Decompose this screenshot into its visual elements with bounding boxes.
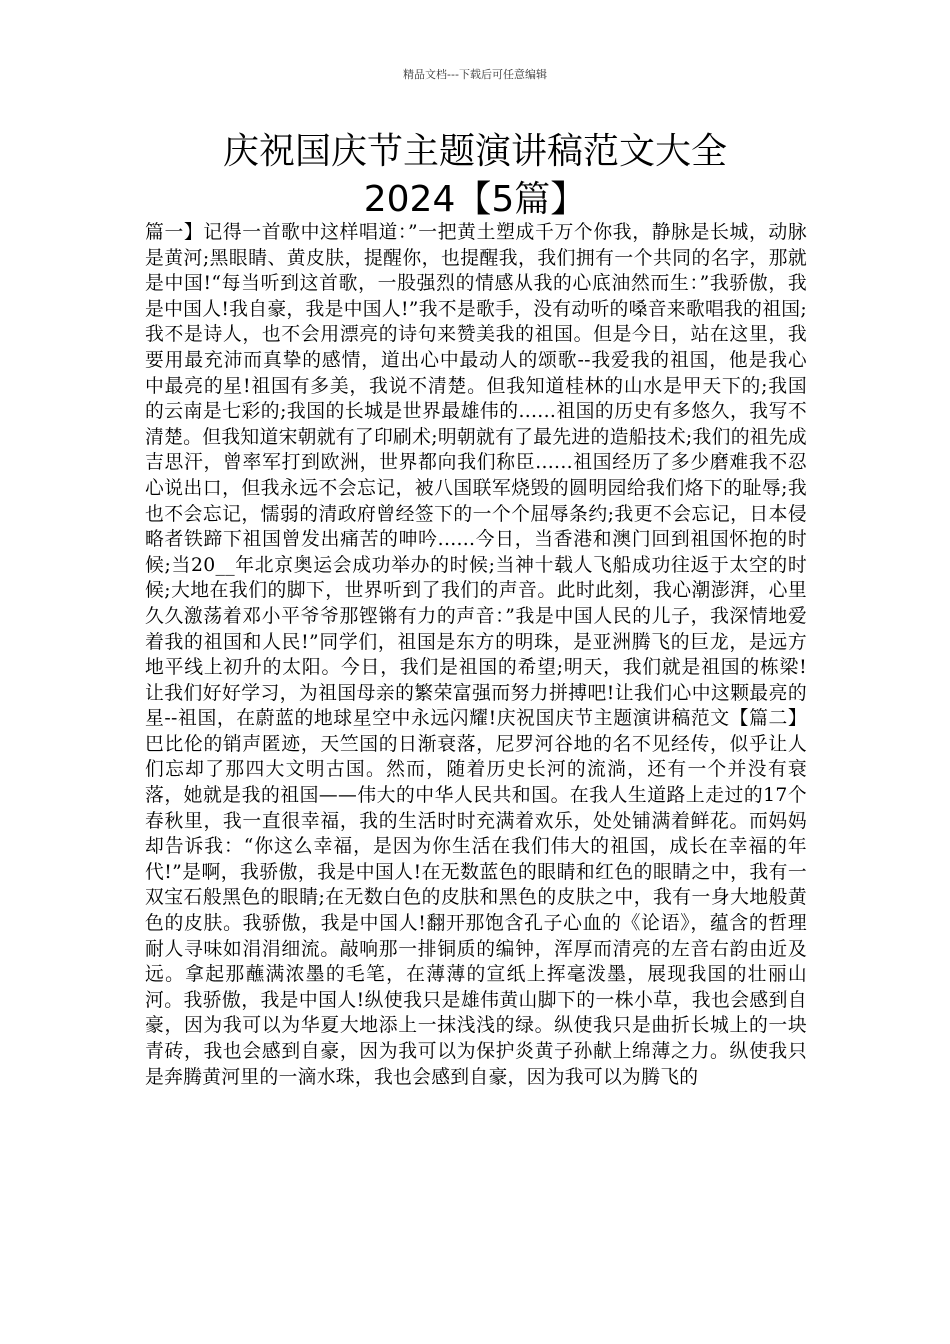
page-header-note: 精品文档---下载后可任意编辑 [403, 68, 547, 81]
document-title [145, 128, 805, 224]
body-paragraph: 篇一】记得一首歌中这样唱道：”一把黄土塑成千万个你我，静脉是长城，动脉是黄河;黑眼睛、黄皮肤，提醒你，也提醒我，我们拥有一个共同的名字，那就是中国!“每当听到这首歌，一股强烈的情感从我的心底油然而生：”我骄傲，我是中国人!我自豪，我是中国人!”我不是歌手，没有动听的嗓音来歌唱我的祖国;我不是诗人，也不会用漂亮的诗句来赞美我的祖国。但是今日，站在这里，我要用最充沛而真挚的感情，道出心中最动人的颂歌--我爱我的祖国，他是我心中最亮的星!祖国有多美，我说不清楚。但我知道桂林的山水是甲天下的;我国的云南是七彩的;我国的长城是世界最雄伟的......祖国的历史有多悠久，我写不清楚。但我知道宋朝就有了印刷术;明朝就有了最先进的造船技术;我们的祖先成吉思汗，曾率军打到欧洲，世界都向我们称臣......祖国经历了多少磨难我不忍心说出口，但我永远不会忘记，被八国联军烧毁的圆明园给我们烙下的耻辱;我也不会忘记，懦弱的清政府曾经签下的一个个屈辱条约;我更不会忘记，日本侵略者铁蹄下祖国曾发出痛苦的呻吟......今日，当香港和澳门回到祖国怀抱的时候;当20__年北京奥运会成功举办的时候;当神十载人飞船成功往返于太空的时候;大地在我们的脚下，世界听到了我们的声音。此时此刻，我心潮澎湃，心里久久激荡着邓小平爷爷那铿锵有力的声音：”我是中国人民的儿子，我深情地爱着我的祖国和人民!”同学们，祖国是东方的明珠，是亚洲腾飞的巨龙，是远方地平线上初升的太阳。今日，我们是祖国的希望;明天，我们就是祖国的栋梁!让我们好好学习，为祖国母亲的繁荣富强而努力拼搏吧!让我们心中这颗最亮的星--祖国，在蔚蓝的地球星空中永远闪耀!庆祝国庆节主题演讲稿范文【篇二】巴比伦的销声匿迹，天竺国的日渐衰落，尼罗河谷地的名不见经传，似乎让人们忘却了那四大文明古国。然而，随着历史长河的流淌，还有一个并没有衰落，她就是我的祖国——伟大的中华人民共和国。在我人生道路上走过的17个春秋里，我一直很幸福，我的生活时时充满着欢乐，处处铺满着鲜花。而妈妈却告诉我：“你这么幸福，是因为你生活在我们伟大的祖国，成长在幸福的年代!”是啊，我骄傲，我是中国人!在无数蓝色的眼睛和红色的眼睛之中，我有一双宝石般黑色的眼睛;在无数白色的皮肤和黑色的皮肤之中，我有一身大地般黄色的皮肤。我骄傲，我是中国人!翻开那饱含孔子心血的《论语》，蕴含的哲理耐人寻味如涓涓细流。敲响那一排铜质的编钟，浑厚而清亮的左音右韵由近及远。拿起那蘸满浓墨的毛笔，在薄薄的宣纸上挥毫泼墨，展现我国的壮丽山河。我骄傲，我是中国人!纵使我只是雄伟黄山脚下的一株小草，我也会感到自豪，因为我可以为华夏大地添上一抹浅浅的绿。纵使我只是曲折长城上的一块青砖，我也会感到自豪，因为我可以为保护炎黄子孙献上绵薄之力。纵使我只是奔腾黄河里的一滴水珠，我也会感到自豪，因为我可以为腾飞的 [145, 222, 808, 1088]
title-line-1: 庆祝国庆节主题演讲稿范文大全 [222, 131, 727, 172]
title-line-2: 2024【5篇】 [363, 179, 587, 220]
